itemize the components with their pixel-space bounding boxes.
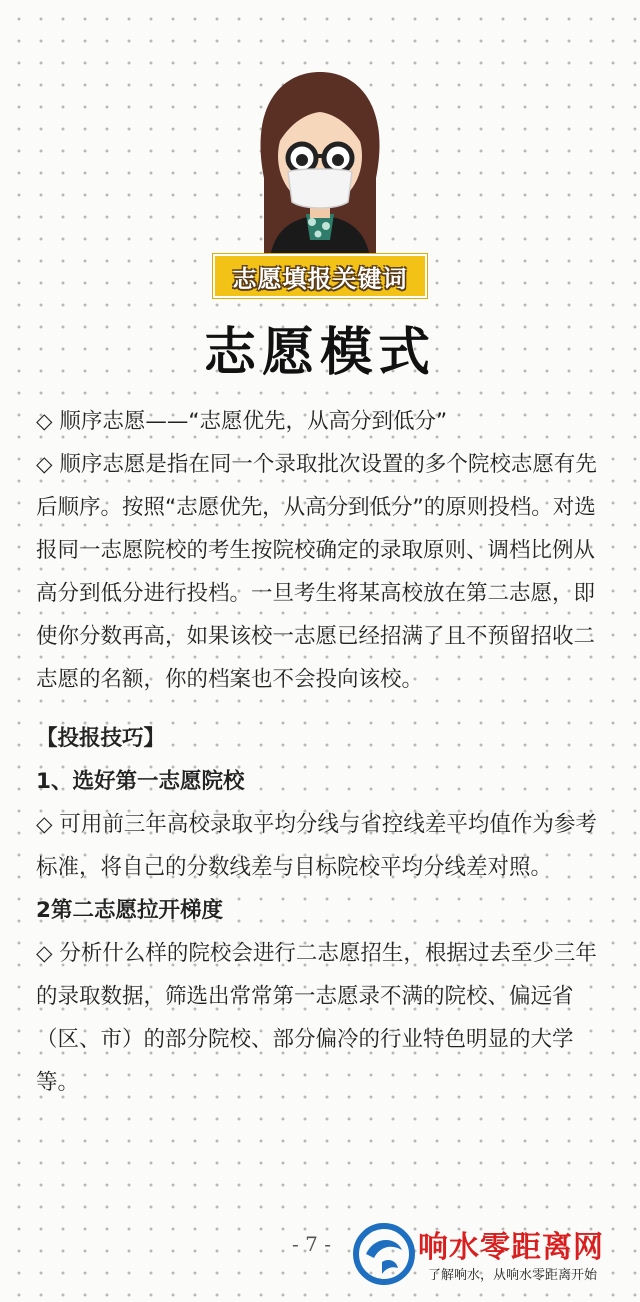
hero-illustration [0,0,640,300]
watermark-slogan: 了解响水，从响水零距离开始 [428,1268,598,1283]
keyword-banner: 志愿填报关键词 [213,254,427,298]
tip-1-body: ◇ 可用前三年高校录取平均分线与省控线差平均值作为参考标准，将自己的分数线差与目标院校平均分线差对照。 [36,812,597,880]
spacer [36,701,616,717]
page-number: - 7 - [292,1232,331,1256]
watermark-logo-icon [352,1218,416,1288]
site-watermark [352,1218,636,1296]
tip-2-body: ◇ 分析什么样的院校会进行二志愿招生，根据过去至少三年的录取数据，筛选出常常第一志愿录不满的院校、偏远省（区、市）的部分院校、部分偏冷的行业特色明显的大学等。 [36,941,597,1095]
paragraph-intro: ◇ 顺序志愿——“志愿优先，从高分到低分” [36,409,448,434]
page-title: 志愿模式 [203,322,436,383]
article-body [36,400,616,1104]
tips-heading: 【投报技巧】 [36,726,166,751]
watermark-site-name: 响水零距离网 [418,1230,604,1265]
paragraph-explanation: ◇ 顺序志愿是指在同一个录取批次设置的多个院校志愿有先后顺序。按照“志愿优先，从高分到低分”的原则投档。对选报同一志愿院校的考生按院校确定的录取原则、调档比例从高分到低分进行投档。一旦考生将某高校放在第二志愿，即使你分数再高，如果该校一志愿已经招满了且不预留招收二志愿的名额，你的档案也不会投向该校。 [36,452,597,692]
girl-avatar-icon [240,68,400,258]
tip-1-title: 1、选好第一志愿院校 [36,769,245,794]
tip-2-title: 2第二志愿拉开梯度 [36,898,223,923]
